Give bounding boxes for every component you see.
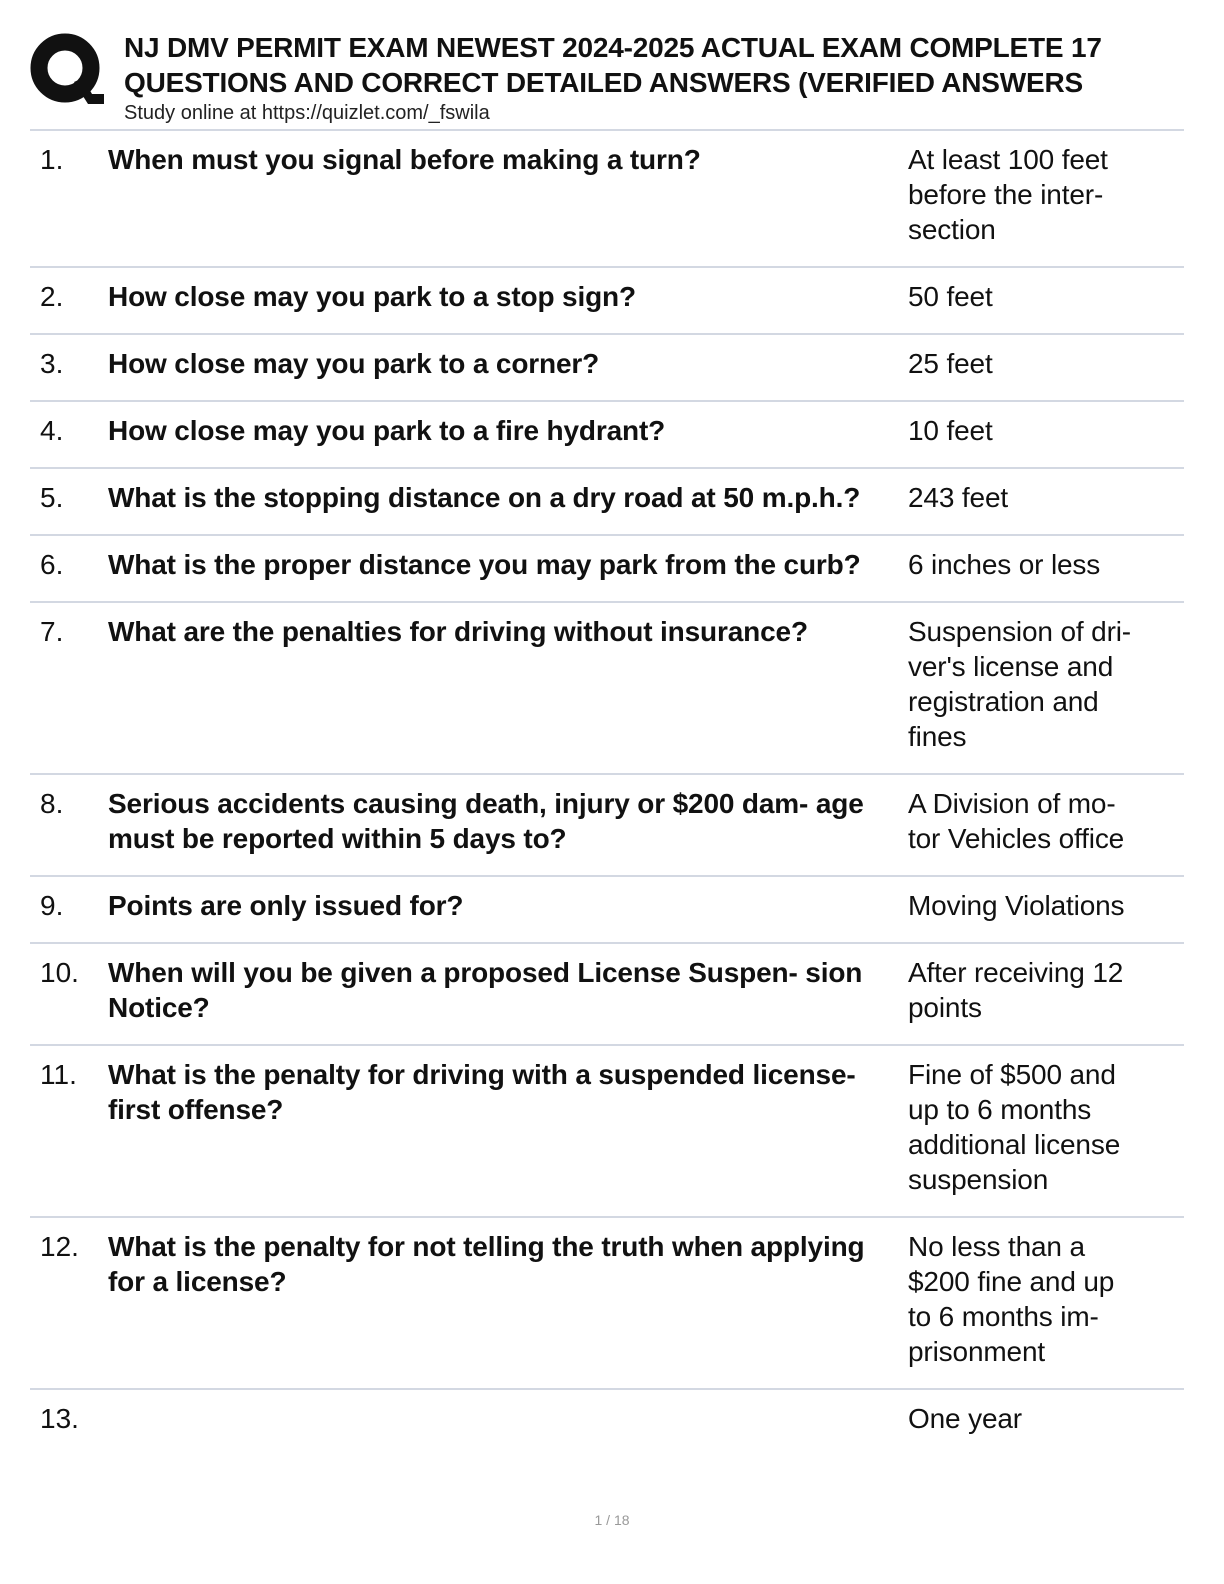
answer-text bbox=[908, 346, 1184, 381]
title-line-1: NJ DMV PERMIT EXAM NEWEST 2024-2025 ACTUAL EXAM COMPLETE 17 bbox=[124, 32, 1102, 63]
question-number: 12. bbox=[40, 1231, 79, 1262]
answer-line: 25 feet bbox=[908, 348, 993, 379]
answer-line: section bbox=[908, 214, 996, 245]
qa-row bbox=[30, 877, 1184, 944]
answer-line: 6 inches or less bbox=[908, 549, 1101, 580]
answer-text bbox=[908, 888, 1184, 923]
qa-row bbox=[30, 1390, 1184, 1455]
answer-line: suspension bbox=[908, 1164, 1049, 1195]
answer-text bbox=[908, 786, 1184, 856]
answer-line: up to 6 months bbox=[908, 1094, 1092, 1125]
question-text: What is the stopping distance on a dry road at 50 m.p.h.? bbox=[108, 482, 861, 513]
answer-line: Moving Violations bbox=[908, 890, 1125, 921]
answer-line: Suspension of dri- bbox=[908, 616, 1131, 647]
answer-line: No less than a bbox=[908, 1231, 1085, 1262]
answer-line: At least 100 feet bbox=[908, 144, 1108, 175]
question-text: What is the penalty for not telling the truth when applying for a license? bbox=[108, 1231, 865, 1297]
question-number: 9. bbox=[40, 890, 64, 921]
answer-line: to 6 months im- bbox=[908, 1301, 1099, 1332]
question-number: 8. bbox=[40, 788, 64, 819]
study-online-link[interactable]: Study online at https://quizlet.com/_fswila bbox=[124, 102, 490, 124]
question-number: 3. bbox=[40, 348, 64, 379]
qa-row bbox=[30, 469, 1184, 536]
question-text: How close may you park to a fire hydrant? bbox=[108, 415, 666, 446]
qa-row bbox=[30, 603, 1184, 775]
answer-line: fines bbox=[908, 721, 967, 752]
qa-row bbox=[30, 944, 1184, 1046]
quizlet-logo-icon bbox=[30, 32, 104, 108]
document-title bbox=[124, 30, 1224, 100]
answer-text bbox=[908, 614, 1184, 754]
answer-text bbox=[908, 1229, 1184, 1369]
question-text: What is the proper distance you may park from the curb? bbox=[108, 549, 861, 580]
question-number: 13. bbox=[40, 1403, 79, 1434]
answer-line: A Division of mo- bbox=[908, 788, 1116, 819]
question-text: How close may you park to a stop sign? bbox=[108, 281, 636, 312]
title-line-2: QUESTIONS AND CORRECT DETAILED ANSWERS (VERIFIED ANSWERS bbox=[124, 67, 1083, 98]
answer-line: 50 feet bbox=[908, 281, 993, 312]
answer-line: After receiving 12 bbox=[908, 957, 1124, 988]
answer-line: prisonment bbox=[908, 1336, 1046, 1367]
qa-row bbox=[30, 1046, 1184, 1218]
question-number: 5. bbox=[40, 482, 64, 513]
answer-text bbox=[908, 413, 1184, 448]
question-number: 7. bbox=[40, 616, 64, 647]
question-number: 2. bbox=[40, 281, 64, 312]
question-text: How close may you park to a corner? bbox=[108, 348, 600, 379]
qa-row bbox=[30, 268, 1184, 335]
answer-text bbox=[908, 1401, 1184, 1436]
question-text: Serious accidents causing death, injury or $200 dam- age must be reported within 5 days to? bbox=[108, 788, 864, 854]
answer-line: tor Vehicles office bbox=[908, 823, 1125, 854]
page-indicator: 1 / 18 bbox=[594, 1512, 630, 1528]
answer-text bbox=[908, 279, 1184, 314]
answer-text bbox=[908, 1057, 1184, 1197]
answer-line: ver's license and bbox=[908, 651, 1114, 682]
answer-line: 243 feet bbox=[908, 482, 1008, 513]
answer-line: 10 feet bbox=[908, 415, 993, 446]
question-number: 11. bbox=[40, 1059, 77, 1090]
answer-line: registration and bbox=[908, 686, 1099, 717]
answer-text bbox=[908, 480, 1184, 515]
answer-line: before the inter- bbox=[908, 179, 1104, 210]
qa-row bbox=[30, 402, 1184, 469]
question-text: When must you signal before making a turn? bbox=[108, 144, 701, 175]
answer-text bbox=[908, 142, 1184, 247]
answer-line: points bbox=[908, 992, 982, 1023]
question-text: When will you be given a proposed License Suspen- sion Notice? bbox=[108, 957, 863, 1023]
qa-row bbox=[30, 1218, 1184, 1390]
answer-text bbox=[908, 547, 1184, 582]
question-number: 10. bbox=[40, 957, 79, 988]
question-text: Points are only issued for? bbox=[108, 890, 464, 921]
question-text: What is the penalty for driving with a suspended license-first offense? bbox=[108, 1059, 856, 1125]
answer-line: $200 fine and up bbox=[908, 1266, 1115, 1297]
answer-line: Fine of $500 and bbox=[908, 1059, 1116, 1090]
qa-row bbox=[30, 775, 1184, 877]
answer-line: additional license bbox=[908, 1129, 1121, 1160]
qa-row bbox=[30, 536, 1184, 603]
question-number: 4. bbox=[40, 415, 64, 446]
qa-list bbox=[30, 131, 1184, 1455]
question-number: 1. bbox=[40, 144, 64, 175]
answer-text bbox=[908, 955, 1184, 1025]
question-number: 6. bbox=[40, 549, 64, 580]
qa-row bbox=[30, 131, 1184, 268]
question-text: What are the penalties for driving without insurance? bbox=[108, 616, 808, 647]
answer-line: One year bbox=[908, 1403, 1022, 1434]
qa-row bbox=[30, 335, 1184, 402]
